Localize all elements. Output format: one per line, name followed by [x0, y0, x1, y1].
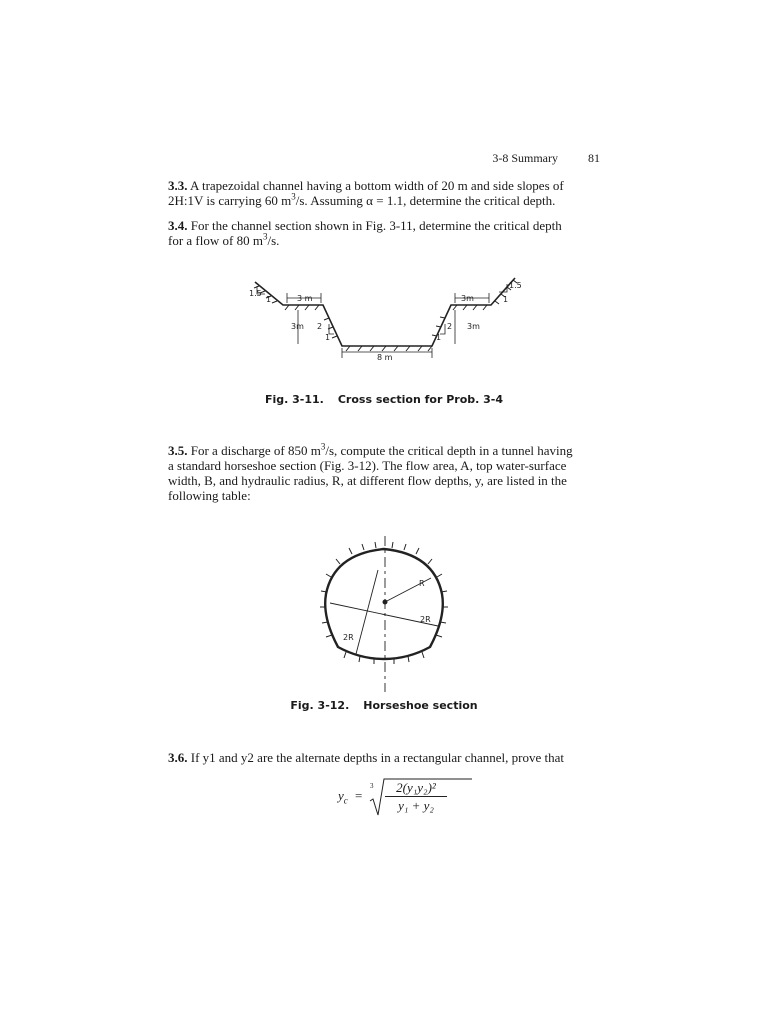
- problem-number: 3.5.: [168, 443, 188, 458]
- problem-text: /s, compute the critical depth in a tunnel having: [325, 443, 573, 458]
- problem-3-4: [168, 218, 600, 248]
- dimension-label: 3m: [291, 322, 304, 331]
- superscript: 3: [262, 231, 268, 242]
- superscript: 3: [291, 191, 296, 202]
- problem-line: [168, 178, 600, 193]
- horseshoe-section-figure: [312, 532, 462, 702]
- radius-line-2r: [356, 570, 378, 654]
- formula-denominator: y₁ + y₂: [398, 798, 434, 813]
- figure-caption-3-11: [168, 393, 600, 406]
- figure-caption-3-12: [168, 699, 600, 712]
- fraction-bar: [385, 796, 447, 797]
- radius-label: R: [419, 579, 425, 588]
- slope-label: 1: [325, 333, 331, 342]
- problem-text: A trapezoidal channel having a bottom width of 20 m and side slopes of: [190, 178, 564, 193]
- problem-number: 3.3.: [168, 178, 188, 193]
- superscript: 3: [320, 441, 326, 452]
- critical-depth-formula: [338, 775, 478, 820]
- problem-3-3: [168, 178, 600, 208]
- radius-label: 2R: [420, 615, 431, 624]
- formula-lhs: [338, 788, 348, 804]
- root-index: 3: [370, 782, 374, 790]
- formula-equals: =: [355, 788, 363, 803]
- problem-line: following table:: [168, 488, 251, 503]
- caption-number: Fig. 3-11.: [264, 393, 324, 406]
- problem-line: [168, 443, 600, 458]
- slope-label: 1.5: [509, 281, 522, 290]
- caption-text: Cross section for Prob. 3-4: [337, 393, 504, 406]
- slope-label: 1: [436, 333, 442, 342]
- problem-number: 3.4.: [168, 218, 188, 233]
- dimension-label: 3m: [467, 322, 480, 331]
- slope-label: 1: [503, 295, 509, 304]
- slope-label: 2: [447, 322, 453, 331]
- channel-cross-section-figure: [245, 272, 525, 367]
- slope-label: 1: [266, 295, 272, 304]
- problem-text: For the channel section shown in Fig. 3-11, determine the critical depth: [190, 218, 562, 233]
- problem-text: For a discharge of 850 m: [190, 443, 321, 458]
- formula-numerator: 2(y₁y₂)²: [396, 780, 436, 795]
- problem-line: [168, 218, 600, 233]
- problem-line: [168, 193, 600, 208]
- slope-label: 1.5: [249, 289, 262, 298]
- problem-3-5: [168, 443, 600, 503]
- problem-text: If y1 and y2 are the alternate depths in a rectangular channel, prove that: [190, 750, 564, 765]
- section-title: 3-8 Summary: [492, 151, 558, 165]
- problem-number: 3.6.: [168, 750, 188, 765]
- problem-line: width, B, and hydraulic radius, R, at different flow depths, y, are listed in the: [168, 473, 567, 488]
- problem-text: /s. Assuming α = 1.1, determine the critical depth.: [295, 193, 556, 208]
- formula-variable: y: [338, 788, 344, 803]
- problem-3-6: [168, 750, 600, 765]
- problem-text: /s.: [267, 233, 280, 248]
- channel-outline: [255, 278, 515, 346]
- problem-line: a standard horseshoe section (Fig. 3-12). The flow area, A, top water-surface: [168, 458, 567, 473]
- caption-number: Fig. 3-12.: [290, 699, 350, 712]
- problem-text: 2H:1V is carrying 60 m: [168, 193, 292, 208]
- dimension-label: 8 m: [377, 353, 393, 362]
- radius-label: 2R: [343, 633, 354, 642]
- formula-subscript: c: [343, 795, 348, 806]
- slope-label: 2: [317, 322, 323, 331]
- problem-text: for a flow of 80 m: [168, 233, 263, 248]
- problem-line: [168, 233, 600, 248]
- page-number: 81: [588, 151, 600, 165]
- dimension-label: 3 m: [297, 294, 313, 303]
- caption-text: Horseshoe section: [363, 699, 478, 712]
- dimension-label: 3m: [461, 294, 474, 303]
